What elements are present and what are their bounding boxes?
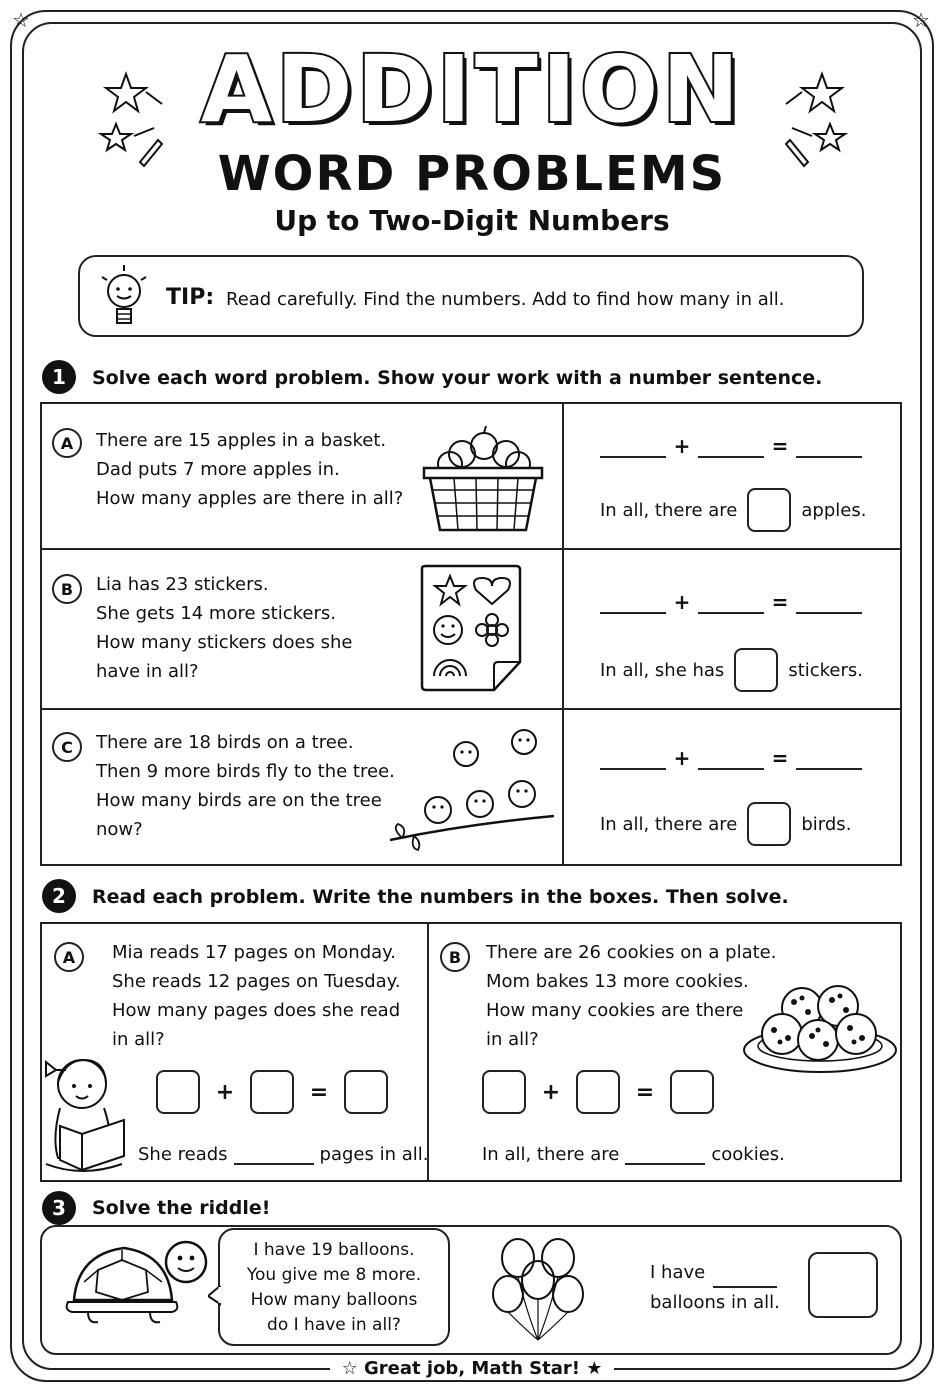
plus-sign: + [673,746,691,770]
answer-suffix: birds. [801,813,852,835]
addend-2-blank[interactable] [698,750,764,770]
plus-sign: + [541,1079,561,1105]
apple-basket-icon [420,418,546,536]
section-2-table [40,922,902,1182]
problem-letter: B [440,942,470,972]
speech-bubble [218,1228,450,1346]
sum-box[interactable] [670,1070,714,1114]
star-outline-icon: ☆ [341,1358,358,1379]
riddle-answer [650,1258,783,1318]
lightbulb-icon [94,263,154,333]
addend-2-box[interactable] [576,1070,620,1114]
answer-suffix: pages in all. [319,1144,429,1165]
addend-2-blank[interactable] [698,594,764,614]
problem-text: There are 26 cookies on a plate. Mom bakes 13 more cookies. How many cookies are there in all? [486,942,777,1050]
addend-1-blank[interactable] [600,750,666,770]
equals-sign: = [771,590,789,614]
number-sentence [600,590,862,614]
sum-blank[interactable] [796,594,862,614]
problem-letter: A [52,428,82,458]
answer-line [600,488,866,532]
equals-sign: = [635,1079,655,1105]
page-subtitle-2: Up to Two-Digit Numbers [274,204,670,237]
answer-line [600,802,851,846]
sticker-sheet-icon [420,564,524,694]
answer-prefix: She reads [138,1144,228,1165]
answer-prefix: In all, there are [482,1144,620,1165]
plus-sign: + [673,590,691,614]
answer-prefix: In all, there are [600,499,738,521]
turtle-icon [64,1230,214,1326]
addend-1-box[interactable] [156,1070,200,1114]
stars-right-icon [772,66,852,176]
problem-letter: A [54,942,84,972]
tip-text: Read carefully. Find the numbers. Add to find how many in all. [226,289,785,310]
corner-star-icon: ☆ [12,8,30,32]
answer-blank[interactable] [234,1147,314,1165]
answer-prefix: In all, she has [600,659,725,681]
problem-text: There are 15 apples in a basket. Dad puts 7 more apples in. How many apples are there in all? [96,430,404,509]
sum-box[interactable] [344,1070,388,1114]
riddle-answer-suffix: balloons in all. [650,1292,780,1313]
answer-box[interactable] [747,488,791,532]
footer-text: Great job, Math Star! [364,1358,580,1379]
balloons-icon [488,1236,588,1348]
equals-sign: = [771,746,789,770]
answer-line [600,648,863,692]
page-title: ADDITION [200,36,744,143]
corner-star-icon: ☆ [912,8,930,32]
section-3-title: Solve the riddle! [92,1197,271,1219]
section-2-number: 2 [42,879,76,913]
problem-letter: B [52,574,82,604]
equals-sign: = [309,1079,329,1105]
riddle-answer-prefix: I have [650,1262,706,1283]
box-number-sentence [156,1070,388,1114]
answer-suffix: stickers. [788,659,864,681]
cookie-plate-icon [742,980,900,1080]
riddle-answer-blank[interactable] [713,1270,777,1288]
problem-text: There are 18 birds on a tree. Then 9 more birds fly to the tree. How many birds are on the tree now? [96,732,395,840]
addend-1-blank[interactable] [600,594,666,614]
answer-suffix: apples. [801,499,867,521]
box-number-sentence [482,1070,714,1114]
equals-sign: = [771,434,789,458]
answer-line [482,1144,785,1165]
problem-text: Mia reads 17 pages on Monday. She reads 12 pages on Tuesday. How many pages does she read in all? [112,942,401,1050]
addend-1-blank[interactable] [600,438,666,458]
page-subtitle: WORD PROBLEMS [217,146,727,202]
plus-sign: + [673,434,691,458]
birds-on-branch-icon [388,716,558,856]
sum-blank[interactable] [796,438,862,458]
speech-bubble-tail [208,1286,222,1306]
tip-box [78,255,864,337]
section-2-title: Read each problem. Write the numbers in the boxes. Then solve. [92,886,789,908]
section-1-table [40,402,902,866]
answer-prefix: In all, there are [600,813,738,835]
answer-line [138,1144,429,1165]
sum-blank[interactable] [796,750,862,770]
number-sentence [600,434,862,458]
section-1-number: 1 [42,360,76,394]
stars-left-icon [96,66,176,176]
addend-2-box[interactable] [250,1070,294,1114]
answer-box[interactable] [747,802,791,846]
answer-box[interactable] [734,648,778,692]
tip-label: TIP: [166,285,215,310]
answer-blank[interactable] [625,1147,705,1165]
star-filled-icon: ★ [586,1358,603,1379]
section-3-number: 3 [42,1191,76,1225]
section-1-title: Solve each word problem. Show your work with a number sentence. [92,367,823,389]
plus-sign: + [215,1079,235,1105]
addend-2-blank[interactable] [698,438,764,458]
addend-1-box[interactable] [482,1070,526,1114]
riddle-answer-box[interactable] [808,1252,878,1318]
problem-text: Lia has 23 stickers. She gets 14 more stickers. How many stickers does she have in all? [96,574,353,682]
problem-letter: C [52,732,82,762]
footer [0,1358,944,1379]
number-sentence [600,746,862,770]
girl-reading-icon [36,1048,132,1180]
riddle-text: I have 19 balloons. You give me 8 more. How many balloons do I have in all? [246,1240,422,1335]
answer-suffix: cookies. [711,1144,785,1165]
